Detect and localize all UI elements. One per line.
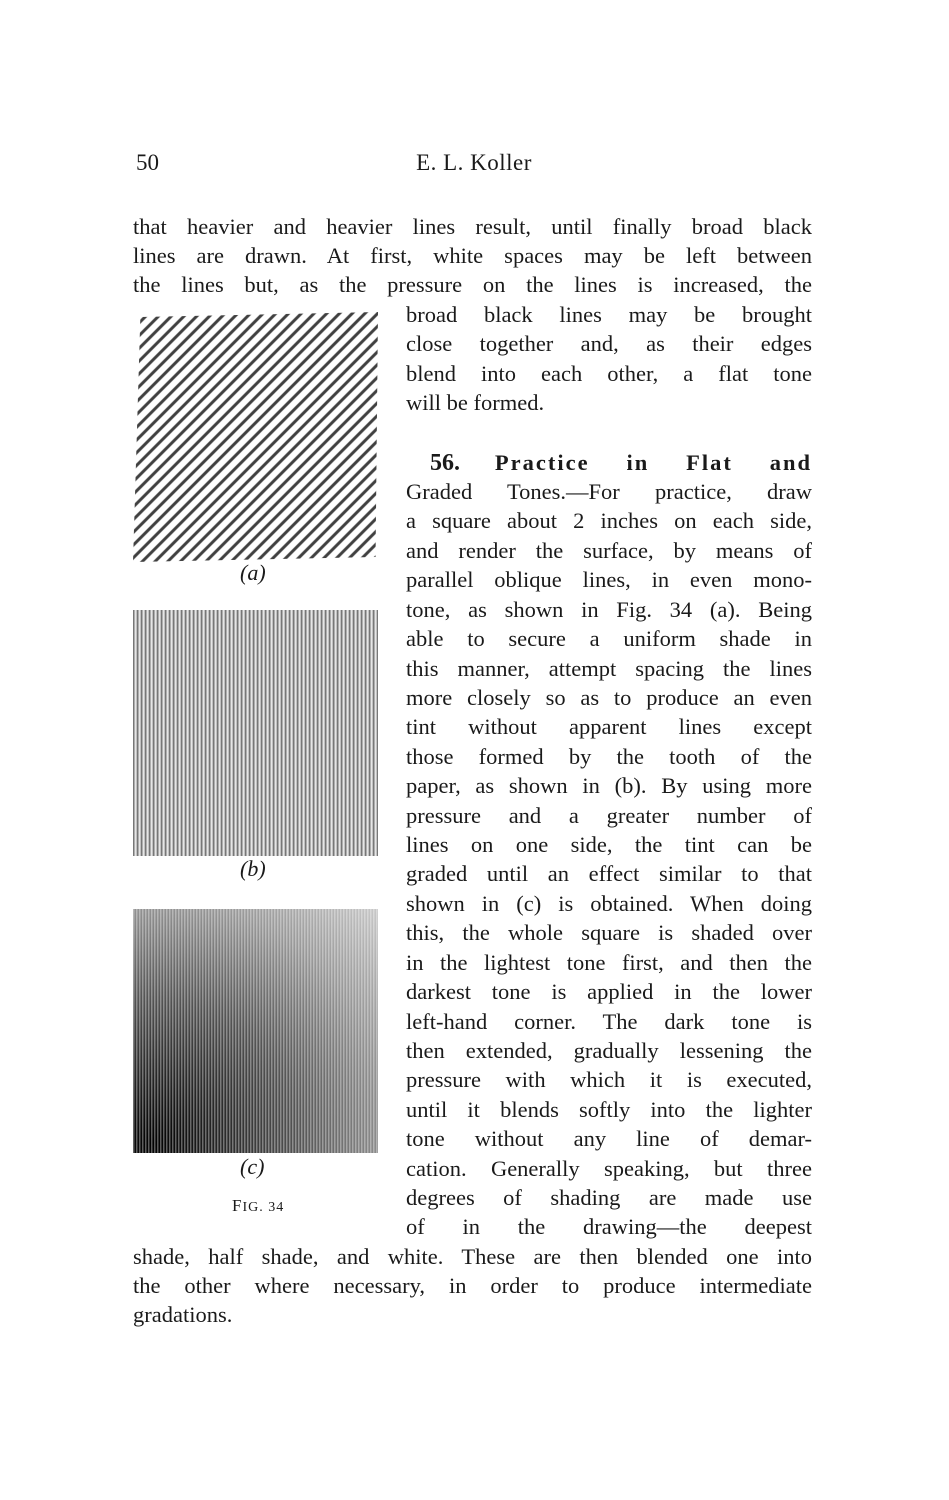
body-line: this, the whole square is shaded over <box>406 920 812 945</box>
running-head: E. L. Koller <box>416 150 532 175</box>
figure-caption: FIG. 34 <box>232 1196 285 1215</box>
body-line: this manner, attempt spacing the lines <box>406 656 812 681</box>
body-line: the lines but, as the pressure on the lines is increased, the <box>133 272 812 297</box>
figure-b-label: (b) <box>240 856 266 881</box>
figure-c-label: (c) <box>240 1154 265 1179</box>
body-line: more closely so as to produce an even <box>406 685 812 710</box>
body-line: lines are drawn. At first, white spaces may be left between <box>133 243 812 268</box>
body-line: cation. Generally speaking, but three <box>406 1156 812 1181</box>
section-number: 56. <box>430 450 460 476</box>
section-heading <box>430 448 812 477</box>
body-line: gradations. <box>133 1302 233 1327</box>
page-number: 50 <box>136 150 159 175</box>
body-line: and render the surface, by means of <box>406 538 812 563</box>
figure-a-image <box>133 312 378 562</box>
figure-c-image <box>133 909 378 1153</box>
body-line: blend into each other, a flat tone <box>406 361 812 386</box>
section-title: Practice in Flat and <box>494 450 813 475</box>
body-line: in the lightest tone first, and then the <box>406 950 812 975</box>
body-line: tint without apparent lines except <box>406 714 812 739</box>
body-line: tone, as shown in Fig. 34 (a). Being <box>406 597 812 622</box>
body-line: then extended, gradually lessening the <box>406 1038 812 1063</box>
body-line: able to secure a uniform shade in <box>406 626 812 651</box>
body-line: lines on one side, the tint can be <box>406 832 812 857</box>
body-line: pressure and a greater number of <box>406 803 812 828</box>
body-line: a square about 2 inches on each side, <box>406 508 812 533</box>
body-line: Graded Tones.—For practice, draw <box>406 479 812 504</box>
figure-a-label: (a) <box>240 560 266 585</box>
body-line: broad black lines may be brought <box>406 302 812 327</box>
body-line: of in the drawing—the deepest <box>406 1214 812 1239</box>
body-line: close together and, as their edges <box>406 331 812 356</box>
body-line: the other where necessary, in order to produce intermediate <box>133 1273 812 1298</box>
body-line: that heavier and heavier lines result, until finally broad black <box>133 214 812 239</box>
body-line: pressure with which it is executed, <box>406 1067 812 1092</box>
body-line: tone without any line of demar- <box>406 1126 812 1151</box>
body-line: paper, as shown in (b). By using more <box>406 773 812 798</box>
body-line: shown in (c) is obtained. When doing <box>406 891 812 916</box>
page-header <box>136 150 812 186</box>
body-line: will be formed. <box>406 390 545 415</box>
body-line: those formed by the tooth of the <box>406 744 812 769</box>
body-line: degrees of shading are made use <box>406 1185 812 1210</box>
body-line: darkest tone is applied in the lower <box>406 979 812 1004</box>
body-line: shade, half shade, and white. These are then blended one into <box>133 1244 812 1269</box>
body-line: graded until an effect similar to that <box>406 861 812 886</box>
body-line: parallel oblique lines, in even mono- <box>406 567 812 592</box>
body-line: until it blends softly into the lighter <box>406 1097 812 1122</box>
body-line: left-hand corner. The dark tone is <box>406 1009 812 1034</box>
figure-b-image <box>133 610 378 856</box>
